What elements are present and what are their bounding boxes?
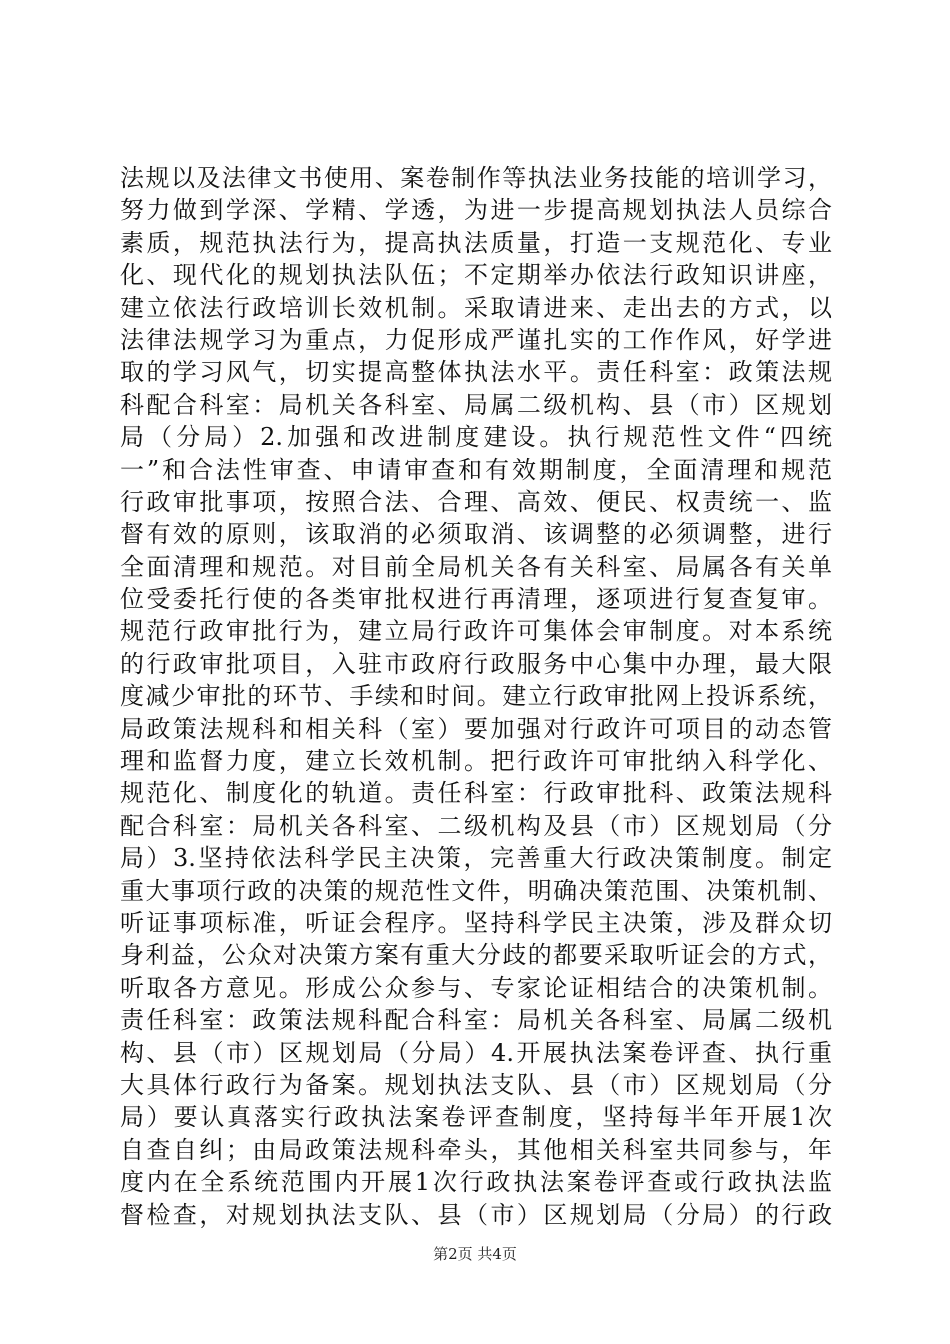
text-line: 责任科室：政策法规科配合科室：局机关各科室、局属二级机 [120, 1006, 832, 1035]
text-line: 度减少审批的环节、手续和时间。建立行政审批网上投诉系统， [120, 682, 832, 711]
text-line: 科配合科室：局机关各科室、局属二级机构、县（市）区规划 [120, 390, 832, 419]
text-line: 局政策法规科和相关科（室）要加强对行政许可项目的动态管 [120, 714, 832, 743]
text-line: 努力做到学深、学精、学透，为进一步提高规划执法人员综合 [120, 196, 832, 225]
text-line: 重大事项行政的决策的规范性文件，明确决策范围、决策机制、 [120, 876, 832, 905]
text-line: 素质，规范执法行为，提高执法质量，打造一支规范化、专业 [120, 228, 832, 257]
text-line: 构、县（市）区规划局（分局）4.开展执法案卷评查、执行重 [120, 1038, 832, 1067]
text-line: 配合科室：局机关各科室、二级机构及县（市）区规划局（分 [120, 811, 832, 840]
text-line: 理和监督力度，建立长效机制。把行政许可审批纳入科学化、 [120, 747, 832, 776]
text-line: 局（分局）2.加强和改进制度建设。执行规范性文件“四统 [120, 423, 832, 452]
text-line: 的行政审批项目，入驻市政府行政服务中心集中办理，最大限 [120, 649, 832, 678]
text-line: 局）要认真落实行政执法案卷评查制度，坚持每半年开展1次 [120, 1103, 832, 1132]
text-line: 法律法规学习为重点，力促形成严谨扎实的工作作风，好学进 [120, 325, 832, 354]
text-line: 自查自纠；由局政策法规科牵头，其他相关科室共同参与，年 [120, 1135, 832, 1164]
page-footer: 第2页 共4页 [433, 1245, 517, 1263]
text-line: 督有效的原则，该取消的必须取消、该调整的必须调整，进行 [120, 520, 832, 549]
body-text [120, 162, 832, 1231]
text-line: 局）3.坚持依法科学民主决策，完善重大行政决策制度。制定 [120, 844, 832, 873]
text-line: 行政审批事项，按照合法、合理、高效、便民、权责统一、监 [120, 487, 832, 516]
text-line: 规范化、制度化的轨道。责任科室：行政审批科、政策法规科 [120, 779, 832, 808]
text-line: 一”和合法性审查、申请审查和有效期制度，全面清理和规范 [120, 455, 832, 484]
text-line: 督检查，对规划执法支队、县（市）区规划局（分局）的行政 [120, 1200, 832, 1229]
text-line: 规范行政审批行为，建立局行政许可集体会审制度。对本系统 [120, 617, 832, 646]
text-line: 位受委托行使的各类审批权进行再清理，逐项进行复查复审。 [120, 585, 832, 614]
text-line: 化、现代化的规划执法队伍；不定期举办依法行政知识讲座， [120, 261, 832, 290]
text-line: 听证事项标准，听证会程序。坚持科学民主决策，涉及群众切 [120, 908, 832, 937]
text-line: 取的学习风气，切实提高整体执法水平。责任科室：政策法规 [120, 358, 832, 387]
text-line: 建立依法行政培训长效机制。采取请进来、走出去的方式，以 [120, 293, 832, 322]
text-line: 全面清理和规范。对目前全局机关各有关科室、局属各有关单 [120, 552, 832, 581]
text-line: 身利益，公众对决策方案有重大分歧的都要采取听证会的方式， [120, 941, 832, 970]
text-line: 听取各方意见。形成公众参与、专家论证相结合的决策机制。 [120, 973, 832, 1002]
text-line: 大具体行政行为备案。规划执法支队、县（市）区规划局（分 [120, 1070, 832, 1099]
text-line: 度内在全系统范围内开展1次行政执法案卷评查或行政执法监 [120, 1168, 832, 1197]
text-line: 法规以及法律文书使用、案卷制作等执法业务技能的培训学习， [120, 164, 832, 192]
